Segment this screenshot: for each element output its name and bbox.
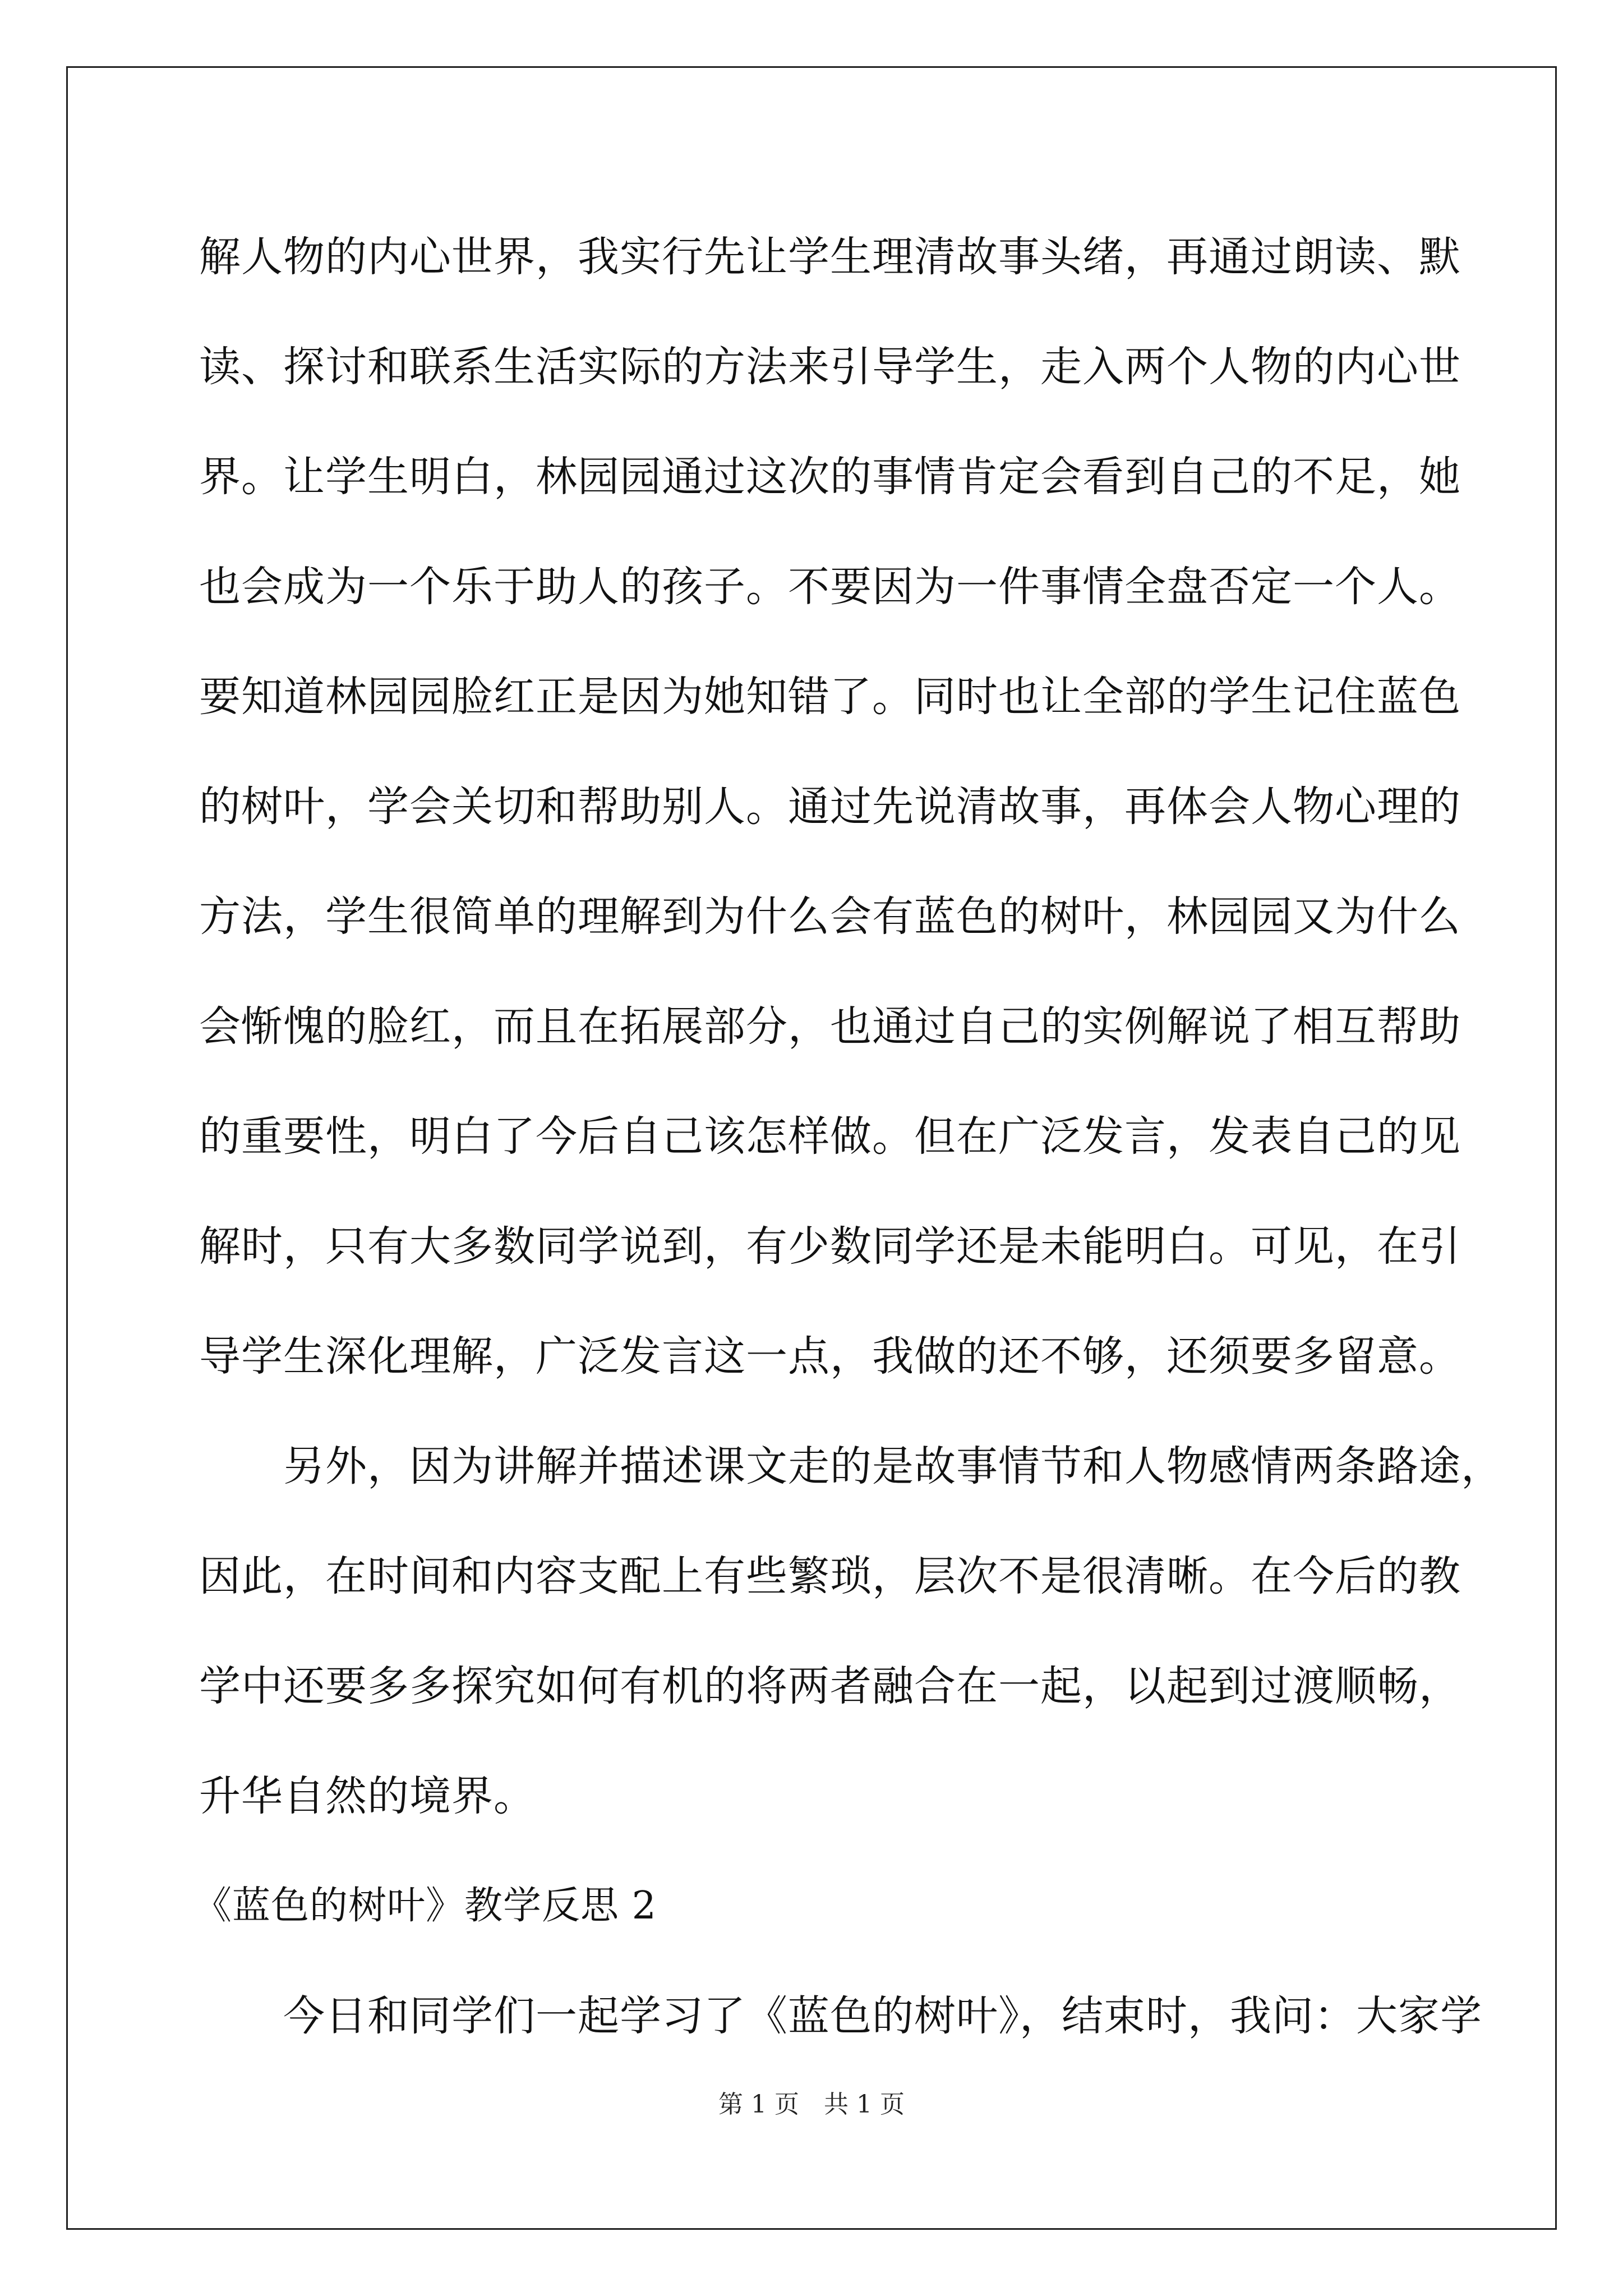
page-footer: 第 1 页 共 1 页 [718,2090,905,2119]
text-line: 会惭愧的脸红，而且在拓展部分，也通过自己的实例解说了相互帮助 [199,1002,1461,1051]
text-line: 读、探讨和联系生活实际的方法来引导学生，走入两个人物的内心世 [199,343,1461,391]
text-line: 解人物的内心世界，我实行先让学生理清故事头绪，再通过朗读、默 [199,233,1461,281]
text-line: 的重要性，明白了今后自己该怎样做。但在广泛发言，发表自己的见 [199,1112,1461,1161]
text-line: 也会成为一个乐于助人的孩子。不要因为一件事情全盘否定一个人。 [199,563,1461,611]
text-line: 要知道林园园脸红正是因为她知错了。同时也让全部的学生记住蓝色 [199,673,1461,721]
text-line: 升华自然的境界。 [199,1772,536,1820]
text-line: 的树叶，学会关切和帮助别人。通过先说清故事，再体会人物心理的 [199,783,1461,831]
text-line: 解时，只有大多数同学说到，有少数同学还是未能明白。可见，在引 [199,1222,1461,1271]
text-line: 界。让学生明白，林园园通过这次的事情肯定会看到自己的不足，她 [199,453,1461,501]
paragraph-start-line: 另外，因为讲解并描述课文走的是故事情节和人物感情两条路途， [283,1442,1503,1490]
paragraph-start-line: 今日和同学们一起学习了《蓝色的树叶》，结束时，我问：大家学 [283,1992,1482,2040]
text-line: 方法，学生很简单的理解到为什么会有蓝色的树叶，林园园又为什么 [199,892,1461,941]
text-line: 导学生深化理解，广泛发言这一点，我做的还不够，还须要多留意。 [199,1332,1461,1381]
text-line: 因此，在时间和内容支配上有些繁琐，层次不是很清晰。在今后的教 [199,1552,1461,1600]
section-heading: 《蓝色的树叶》教学反思 2 [193,1884,657,1928]
text-line: 学中还要多多探究如何有机的将两者融合在一起，以起到过渡顺畅， [199,1662,1461,1710]
document-body [193,202,1503,2071]
